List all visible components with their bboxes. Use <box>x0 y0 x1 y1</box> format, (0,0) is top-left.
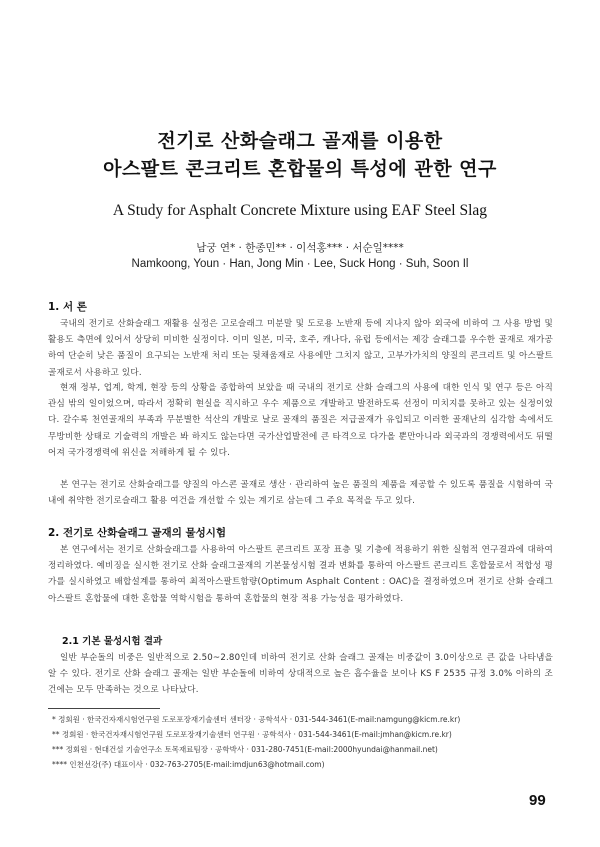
page-number: 99 <box>529 792 546 809</box>
footnote-4: **** 인천선강(주) 대표이사 · 032-763-2705(E-mail:imdjun63@hotmail.com) <box>52 760 325 769</box>
authors-korean: 남궁 연* · 한종민** · 이석홍*** · 서순일**** <box>196 242 404 254</box>
intro-paragraph-3: 본 연구는 전기로 산화슬래그를 양질의 아스콘 골재로 생산 · 관리하여 높은 품질의 제품을 제공할 수 있도록 품질을 시험하여 국내에 취약한 전기로슬래그 활용 여건을 개선할 수 있는 계기로 삼는데 그 주요 목적을 두고 있다. <box>48 480 553 507</box>
section-heading-introduction: 1. 서 론 <box>48 301 87 313</box>
section-2-paragraph: 본 연구에서는 전기로 산화슬래그를 사용하여 아스팔트 콘크리트 포장 표층 및 기층에 적용하기 위한 실험적 연구결과에 대하여 정리하였다. 예비징을 실시한 전기로 산화 슬래그골재의 기본물성시험 결과 변화를 통하여 아스팔트 콘크리트 혼합물로서 적합성 평가를 실시하였고 배합설계를 통하여 최적아스팔트함량(Optimum Asphalt Content : OAC)을 결정하였으며 전기로 산화 슬래그 아스팔트 혼합물에 대한 혼합물 역학시험을 통하여 혼합물의 현장 적용 가능성을 평가하였다. <box>48 545 553 604</box>
section-heading-2: 2. 전기로 산화슬래그 골재의 물성시험 <box>48 527 227 539</box>
footnote-1: * 정회원 · 한국건자재시험연구원 도로포장재기술센터 센터장 · 공학석사 · 031-544-3461(E-mail:namgung@kicm.re.kr) <box>52 715 461 724</box>
authors-english: Namkoong, Youn · Han, Jong Min · Lee, Suck Hong · Suh, Soon Il <box>131 258 469 270</box>
footnote-divider <box>48 708 160 709</box>
subsection-heading-2-1: 2.1 기본 물성시험 결과 <box>62 636 163 647</box>
subsection-2-1-paragraph: 일반 부순돌의 비중은 일반적으로 2.50~2.80인데 비하여 전기로 산화 슬래그 골재는 비중값이 3.0이상으로 큰 값을 나타냄을 알 수 있다. 전기로 산화 슬래그 골재는 일반 부순돌에 비하여 상대적으로 높은 흡수율을 보이나 KS F 2535 규정 3.0% 이하의 조건에는 모두 만족하는 것으로 나타났다. <box>48 653 553 696</box>
footnote-2: ** 정회원 · 한국건자재시험연구원 도로포장재기술센터 연구원 · 공학석사 · 031-544-3461(E-mail:jmhan@kicm.re.kr) <box>52 730 452 739</box>
korean-title-line-2: 아스팔트 콘크리트 혼합물의 특성에 관한 연구 <box>103 158 497 180</box>
korean-title-line-1: 전기로 산화슬래그 골재를 이용한 <box>157 130 443 152</box>
intro-paragraph-1: 국내의 전기로 산화슬래그 재활용 실정은 고로슬래그 미분말 및 도로용 노반재 등에 지나지 않아 외국에 비하여 그 사용 방법 및 활용도 측면에 있어서 상당히 미비한 실정이다. 이미 일본, 미국, 호주, 캐나다, 유럽 등에서는 제강 슬래그를 우수한 골재로 재가공하여 단순히 낮은 품질이 요구되는 노반재 처리 또는 뒷채움재로 사용에만 그치지 않고, 고부가가치의 양질의 콘크리트 및 아스팔트 골재로서 사용하고 있다. <box>48 319 553 378</box>
english-title: A Study for Asphalt Concrete Mixture using EAF Steel Slag <box>112 202 488 219</box>
intro-paragraph-2: 현재 정부, 업계, 학계, 현장 등의 상황을 종합하여 보았을 때 국내의 전기로 산화 슬래그의 사용에 대한 인식 및 연구 등은 아직 관심 밖의 일이었으며, 따라서 정확히 현실을 직시하고 우수 제품으로 개발하고 발전하도록 선정이 미치지를 못하고 있는 실정이었다. 갈수록 천연골재의 부족과 무분별한 석산의 개발로 날로 골재의 품질은 저급골재가 유입되고 이러한 골재난의 심각함 속에서도 무방비한 상태로 기술력의 개발은 봐 하지도 않는다면 국가산업발전에 큰 타격으로 다가올 뿐만아니라 외국과의 경쟁력에서도 뒤떨어져 국가경쟁력에 위신을 저해하게 될 수 있다. <box>48 383 553 458</box>
footnote-3: *** 정회원 · 현대건설 기술연구소 토목재료팀장 · 공학박사 · 031-280-7451(E-mail:2000hyundai@hanmail.net) <box>52 745 438 754</box>
